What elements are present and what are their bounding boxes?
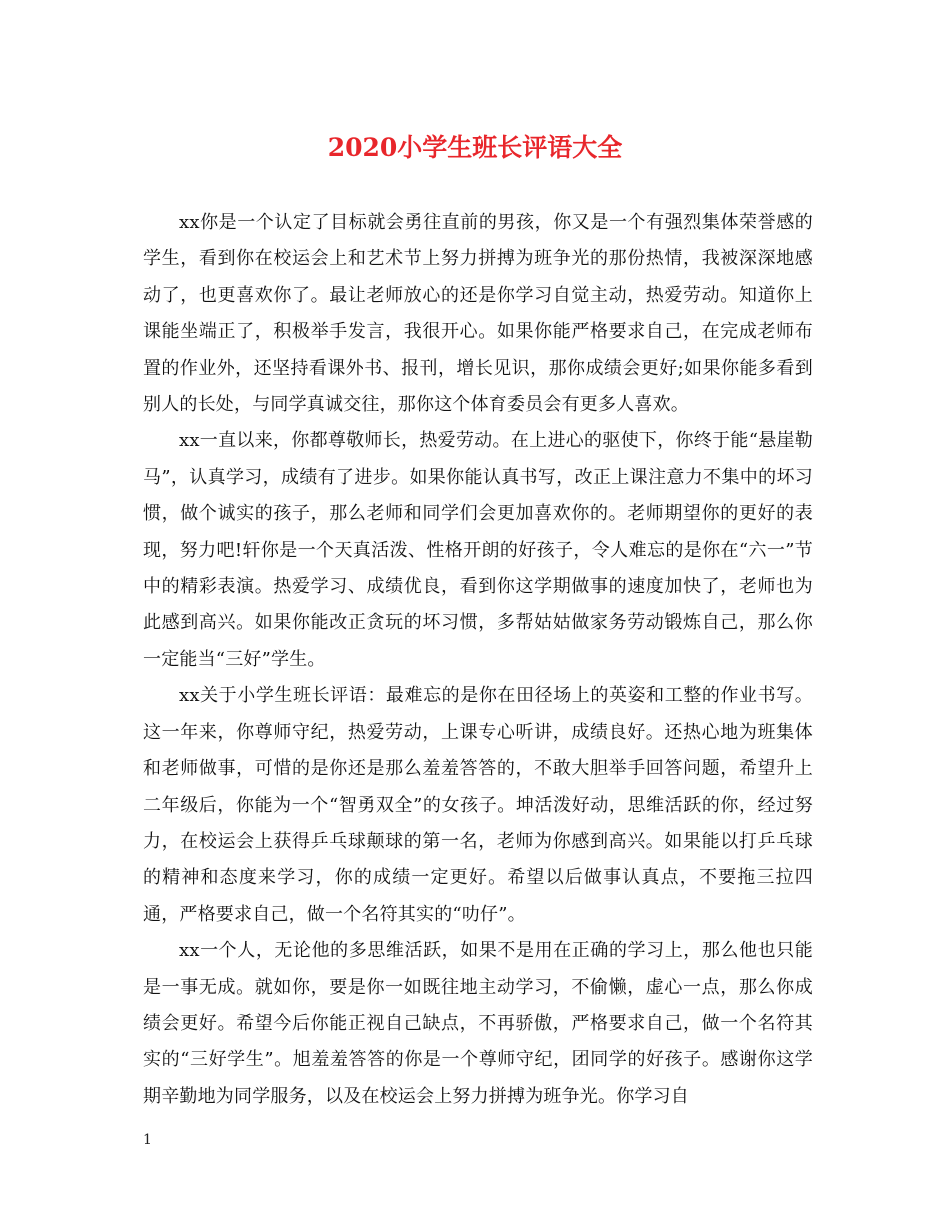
- comment-paragraph-4: xx一个人，无论他的多思维活跃，如果不是用在正确的学习上，那么他也只能是一事无成。就如你，要是你一如既往地主动学习，不偷懒，虚心一点，那么你成绩会更好。希望今后你能正视自己缺点，不再骄傲，严格要求自己，做一个名符其实的“三好学生”。旭羞羞答答的你是一个尊师守纪，团同学的好孩子。感谢你这学期辛勤地为同学服务，以及在校运会上努力拼搏为班争光。你学习自: [143, 940, 813, 1107]
- comment-paragraph-3: xx关于小学生班长评语：最难忘的是你在田径场上的英姿和工整的作业书写。这一年来，你尊师守纪，热爱劳动，上课专心听讲，成绩良好。还热心地为班集体和老师做事，可惜的是你还是那么羞羞答答的，不敢大胆举手回答问题，希望升上二年级后，你能为一个“智勇双全”的女孩子。坤活泼好动，思维活跃的你，经过努力，在校运会上获得乒乓球颠球的第一名，老师为你感到高兴。如果能以打乒乓球的精神和态度来学习，你的成绩一定更好。希望以后做事认真点，不要拖三拉四通，严格要求自己，做一个名符其实的“叻仔”。: [143, 685, 813, 925]
- document-body: [143, 205, 813, 1115]
- comment-paragraph-2: xx一直以来，你都尊敬师长，热爱劳动。在上进心的驱使下，你终于能“悬崖勒马”，认真学习，成绩有了进步。如果你能认真书写，改正上课注意力不集中的坏习惯，做个诚实的孩子，那么老师和同学们会更加喜欢你的。老师期望你的更好的表现，努力吧!轩你是一个天真活泼、性格开朗的好孩子，令人难忘的是你在“六一”节中的精彩表演。热爱学习、成绩优良，看到你这学期做事的速度加快了，老师也为此感到高兴。如果你能改正贪玩的坏习惯，多帮姑姑做家务劳动锻炼自己，那么你一定能当“三好”学生。: [143, 430, 813, 670]
- comment-paragraph-1: xx你是一个认定了目标就会勇往直前的男孩，你又是一个有强烈集体荣誉感的学生，看到你在校运会上和艺术节上努力拼搏为班争光的那份热情，我被深深地感动了，也更喜欢你了。最让老师放心的还是你学习自觉主动，热爱劳动。知道你上课能坐端正了，积极举手发言，我很开心。如果你能严格要求自己，在完成老师布置的作业外，还坚持看课外书、报刊，增长见识，那你成绩会更好;如果你能多看到别人的长处，与同学真诚交往，那你这个体育委员会有更多人喜欢。: [143, 212, 813, 416]
- document-title: 2020小学生班长评语大全: [327, 133, 623, 162]
- page-number: 1: [143, 1132, 152, 1148]
